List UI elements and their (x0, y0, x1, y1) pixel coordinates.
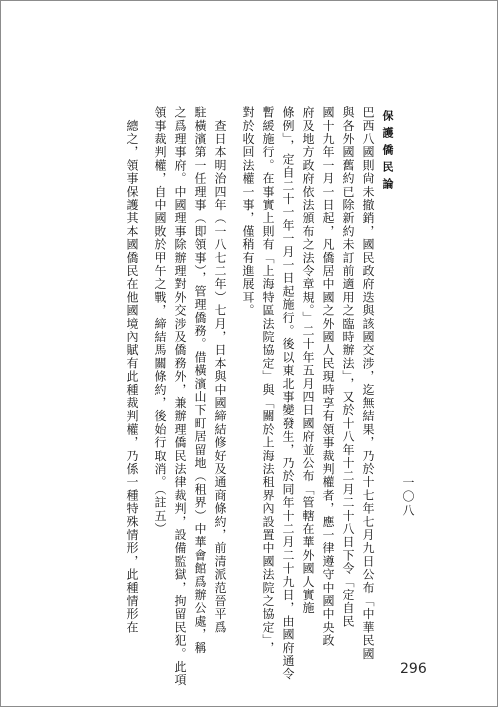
text-column-2: 與各外國舊約已除新約未訂前適用之臨時辦法」，又於十八年十二月二十八日下令「定自民 (341, 106, 355, 628)
scan-page-number: 296 (400, 661, 427, 677)
page-number: 一〇八 (401, 476, 415, 518)
text-column-8: 查日本明治四年（一八七二年）七月，日本與中國締結修好及通商條約，前清派范晉平爲 (213, 106, 227, 634)
running-title: 保護僑民論 (381, 110, 394, 195)
text-column-4: 府及地方政府依法頒布之法令章規。」二十年五月四日國府並公布「管轄在華外國人實施 (301, 106, 315, 615)
text-column-9: 駐橫濱第一任理事（即領事），管理僑務。借橫濱山下町居留地（租界）中華會館爲辦公處，稱 (193, 106, 207, 655)
text-column-11: 領事裁判權，自中國敗於甲午之戰，締結馬關條約，後始行取消。（註五） (153, 106, 167, 536)
text-column-3: 國十九年一月一日起，凡僑居中國之外國人民現時享有領事裁判權者，應一律遵守中國中央政 (321, 106, 335, 648)
text-column-7: 對於收回法權一事，僅稍有進展耳。 (241, 106, 255, 318)
text-column-5: 條例」，定自二十一年一月一日起施行。後以東北事變發生，乃於同年十二月二十九日，由國府通令 (281, 106, 295, 681)
text-column-1: 巴西八國則尙未撤銷，國民政府迭與該國交涉，迄無結果，乃於十七年七月九日公布「中華民國 (361, 106, 375, 661)
text-column-12: 總之，領事保護其本國僑民在他國境內賦有此種裁判權，乃係一種特殊情形，此種情形在 (125, 106, 139, 634)
text-column-6: 暫緩施行。在事實上則有「上海特區法院協定」與「關於上海法租界內設置中國法院之協定」， (261, 106, 275, 655)
text-column-10: 之爲理事府。中國理事除辦理對外交涉及僑務外，兼辦理僑民法律裁判，設備監獄，拘留民犯。此項 (173, 106, 187, 687)
